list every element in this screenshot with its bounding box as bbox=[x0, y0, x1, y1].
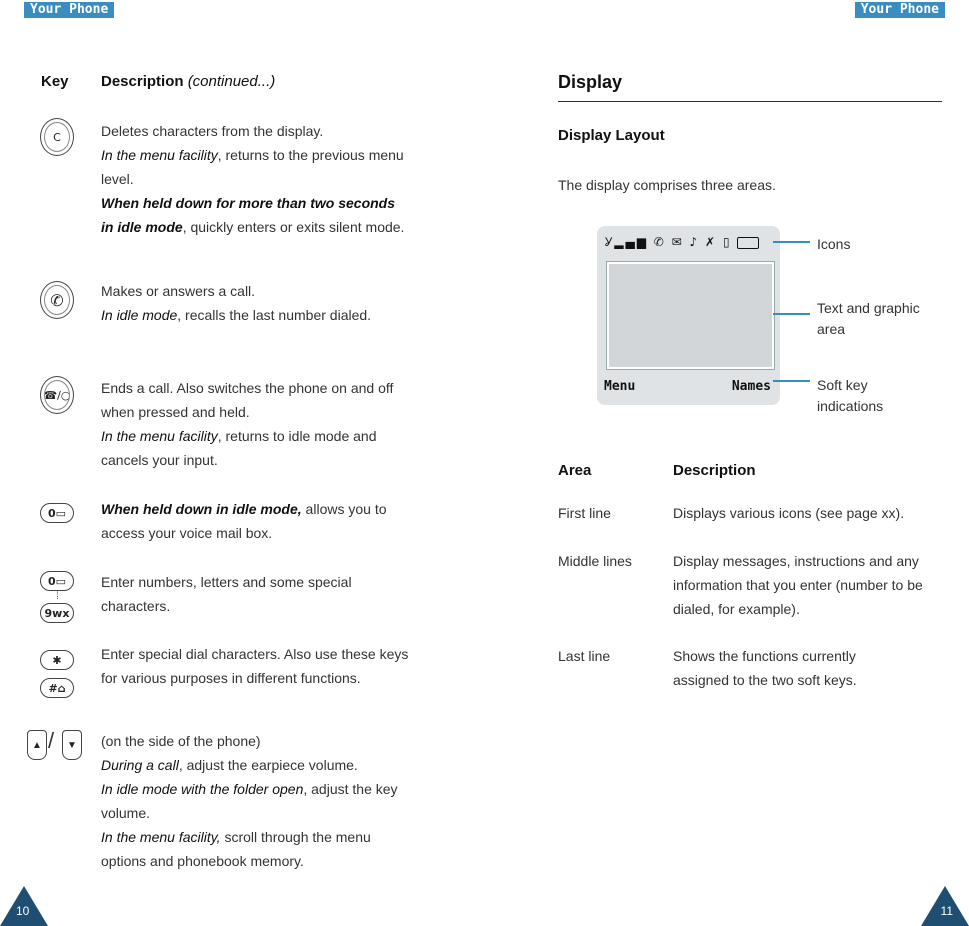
icons-callout-line bbox=[773, 241, 810, 243]
area-first-line-desc: Displays various icons (see page xx). bbox=[673, 505, 905, 521]
area-middle-lines-desc: Display messages, instructions and any information that you enter (number to be dialed, for example). bbox=[673, 553, 923, 617]
vibrate-icon: ▯ bbox=[722, 235, 732, 249]
send-key-icon: ✆ bbox=[40, 281, 74, 319]
voicemail-key-icon: 0▭ bbox=[40, 503, 74, 523]
title-rule bbox=[558, 101, 942, 102]
c-key-description: Deletes characters from the display. In the menu facility, returns to the previous menu level. When held down for more than two seconds in idle mode, quickly enters or exits silent mode. bbox=[101, 123, 405, 235]
voicemail-key-description: When held down in idle mode, allows you to access your voice mail box. bbox=[101, 501, 387, 541]
display-illustration bbox=[597, 226, 780, 405]
star-key-icon: ✱ bbox=[40, 650, 74, 670]
intro-text: The display comprises three areas. bbox=[558, 177, 776, 193]
area-middle-lines: Middle lines bbox=[558, 553, 632, 569]
nine-key-icon: 9wx bbox=[40, 603, 74, 623]
text-area-callout: Text and graphic area bbox=[817, 300, 920, 337]
end-key-icon: ☎/○ bbox=[40, 376, 74, 414]
signal-strength-icon: Ỿ▂▄▆ bbox=[605, 235, 648, 249]
page-number-left: 10 bbox=[16, 904, 30, 918]
call-icon: ✆ bbox=[653, 235, 666, 249]
soft-keys-callout: Soft key indications bbox=[817, 377, 884, 414]
running-header-right: Your Phone bbox=[855, 2, 945, 18]
soft-key-right: Names bbox=[731, 379, 771, 394]
area-first-line: First line bbox=[558, 505, 611, 521]
section-subtitle: Display Layout bbox=[558, 127, 665, 144]
silent-icon: ✗ bbox=[705, 235, 718, 249]
key-column-header: Key bbox=[41, 73, 69, 90]
area-last-line: Last line bbox=[558, 648, 611, 664]
alarm-icon: ♪ bbox=[689, 235, 700, 249]
volume-down-key-icon: ▼ bbox=[62, 730, 82, 760]
end-key-description: Ends a call. Also switches the phone on and off when pressed and held. In the menu facility, returns to idle mode and cancels your input. bbox=[101, 380, 394, 468]
area-last-line-desc: Shows the functions currently assigned to the two soft keys. bbox=[673, 648, 857, 688]
number-keys-description: Enter numbers, letters and some special characters. bbox=[101, 574, 352, 614]
star-hash-keys-description: Enter special dial characters. Also use these keys for various purposes in different functions. bbox=[101, 646, 409, 686]
description-column-header: Description (continued...) bbox=[101, 73, 276, 90]
c-key-icon: C bbox=[40, 118, 74, 156]
icons-callout: Icons bbox=[817, 236, 851, 252]
volume-up-key-icon: ▲ bbox=[27, 730, 47, 760]
area-description-header: Description bbox=[673, 462, 756, 479]
message-icon: ✉ bbox=[671, 235, 684, 249]
page-number-right: 11 bbox=[940, 904, 953, 918]
text-graphic-area bbox=[607, 262, 774, 369]
key-range-connector-icon: ⁞ bbox=[56, 591, 59, 602]
page-title: Display bbox=[558, 72, 623, 92]
soft-keys-callout-line bbox=[773, 380, 810, 382]
running-header-left: Your Phone bbox=[24, 2, 114, 18]
volume-keys-description: (on the side of the phone) During a call, adjust the earpiece volume. In idle mode with the folder open, adjust the key volume. In the menu facility, scroll through the menu options and phonebook memory. bbox=[101, 733, 398, 869]
status-icons-row bbox=[605, 233, 772, 251]
send-key-description: Makes or answers a call. In idle mode, recalls the last number dialed. bbox=[101, 283, 372, 323]
battery-icon bbox=[737, 237, 759, 249]
soft-key-left: Menu bbox=[604, 379, 636, 394]
area-column-header: Area bbox=[558, 462, 592, 479]
zero-key-icon: 0▭ bbox=[40, 571, 74, 591]
hash-key-icon: #⌂ bbox=[40, 678, 74, 698]
text-area-callout-line bbox=[773, 313, 810, 315]
slash-separator: / bbox=[48, 728, 55, 753]
